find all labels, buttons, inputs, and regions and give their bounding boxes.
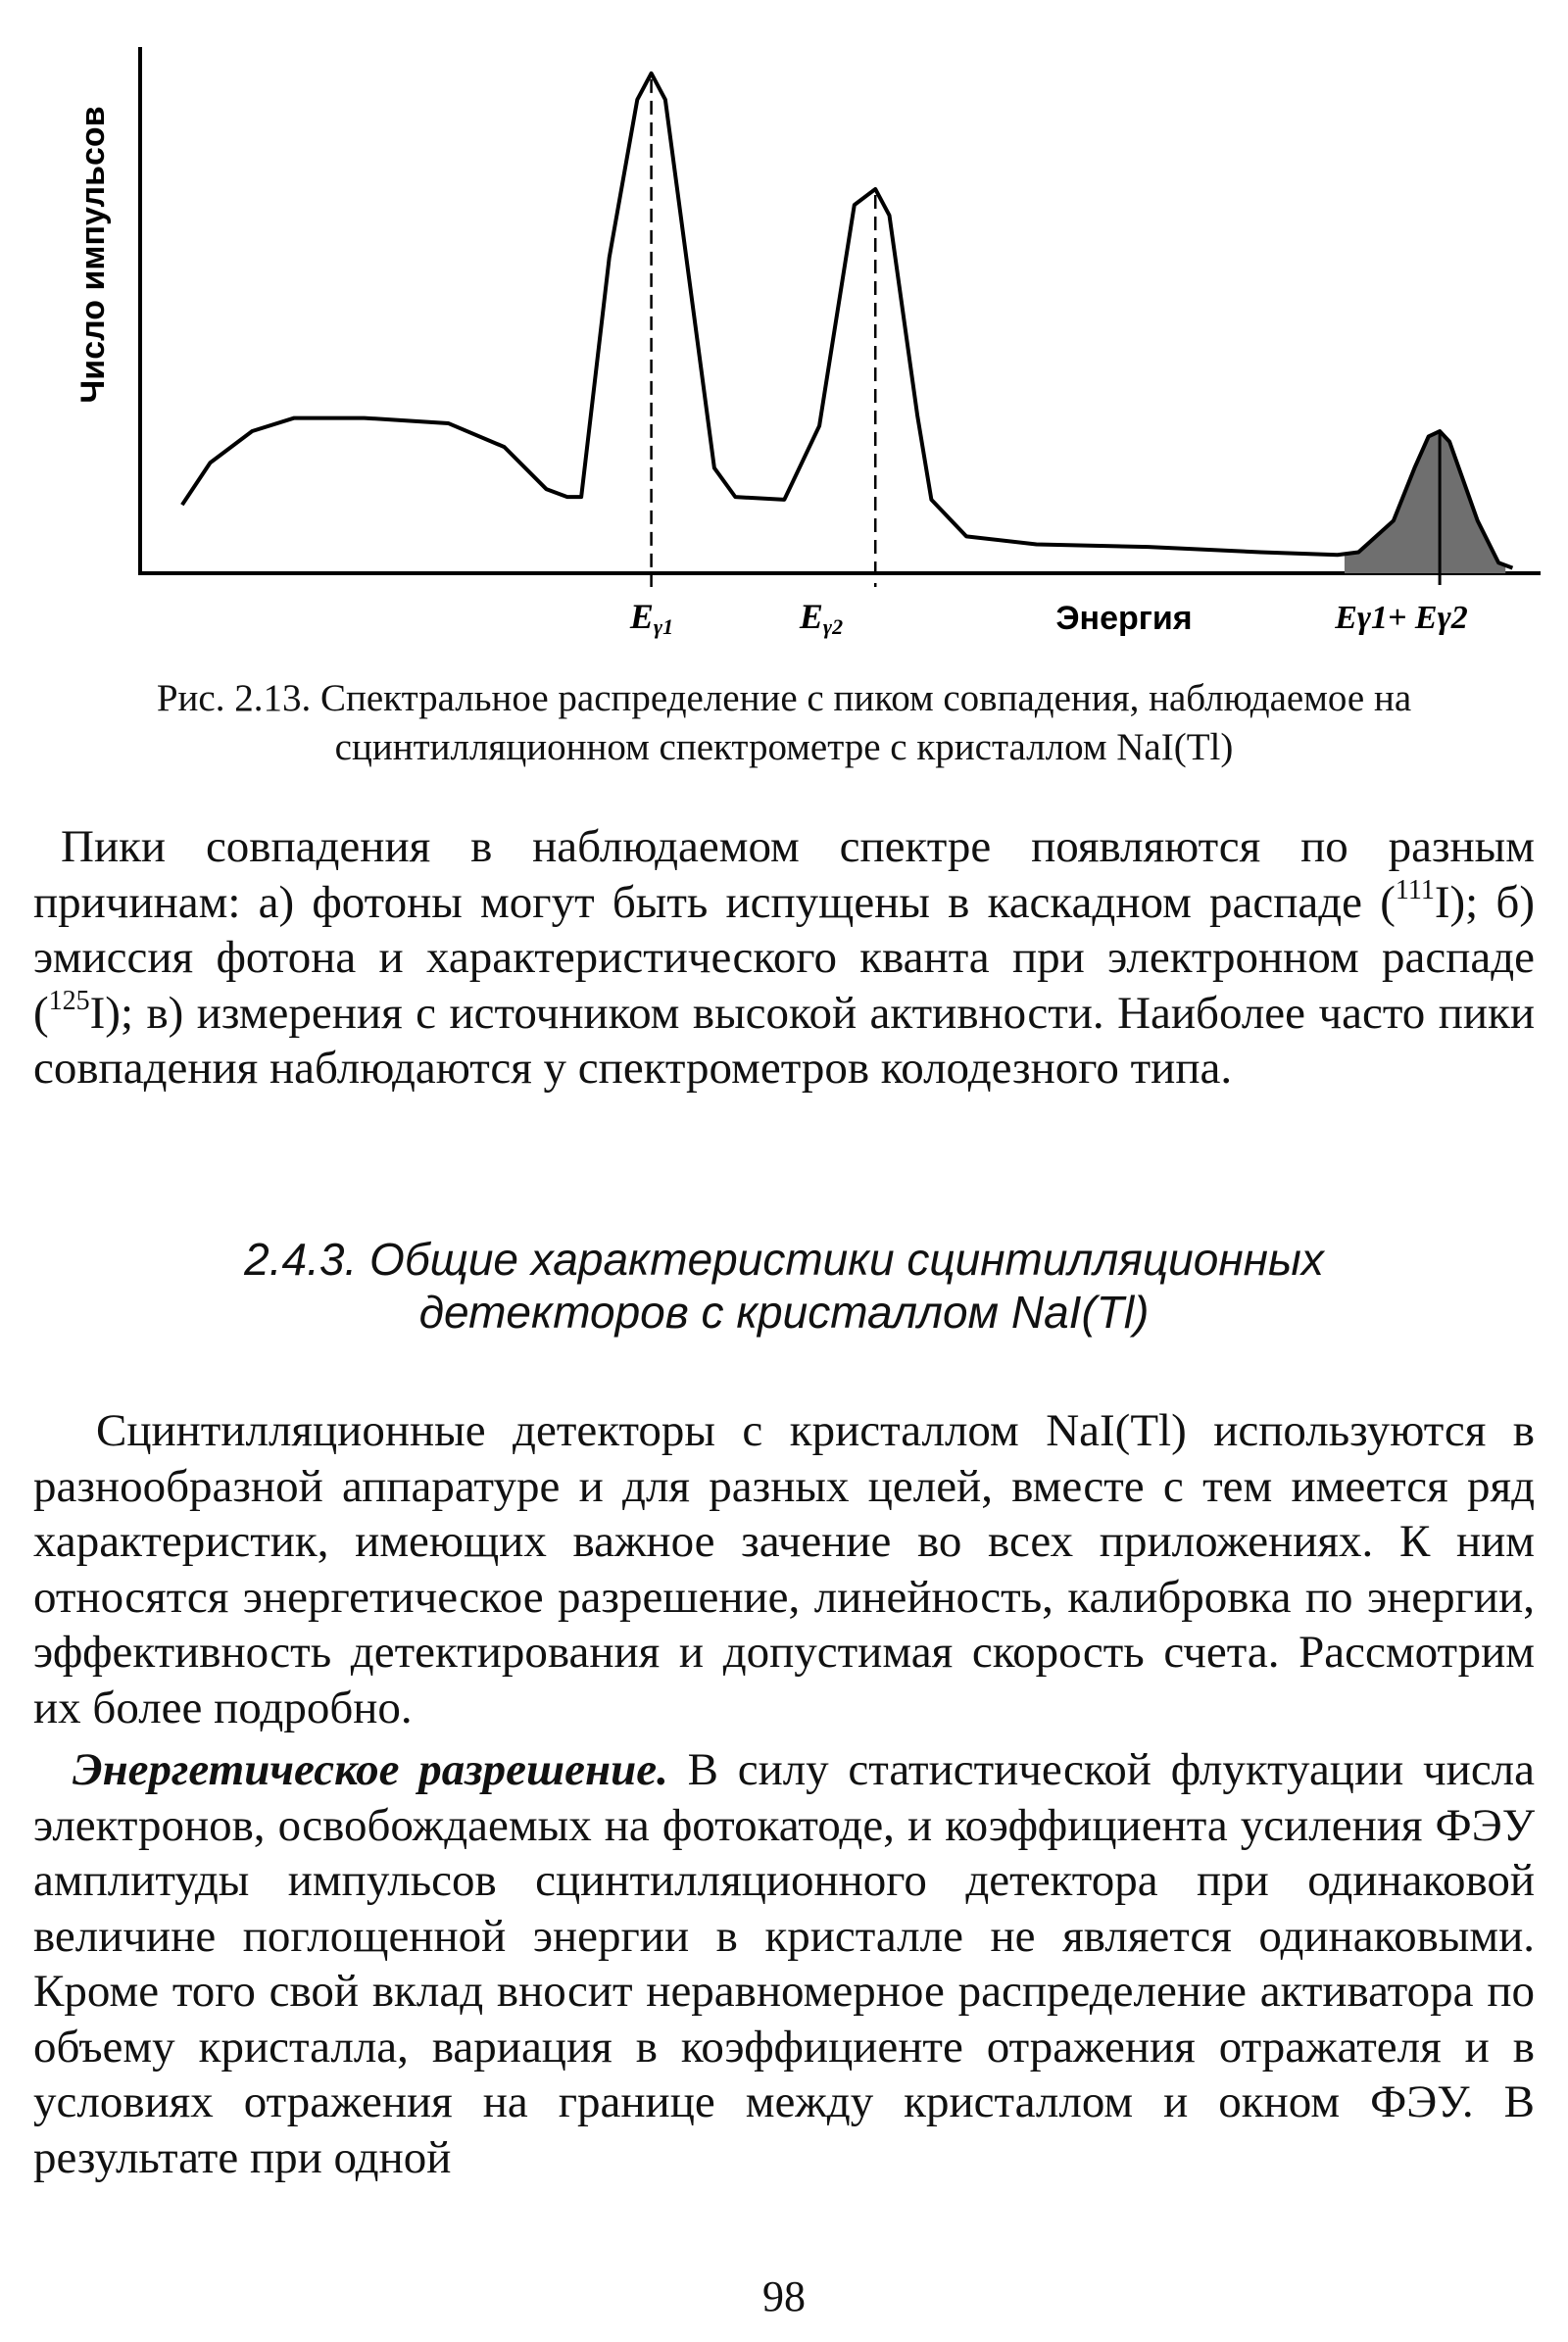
y-axis-label: Число импульсов <box>74 106 112 404</box>
peak-label-1: Eγ1 <box>629 597 674 639</box>
section-heading-line-2: детекторов с кристаллом NaI(Tl) <box>418 1287 1150 1338</box>
peak-label-2: Eγ2 <box>799 597 844 639</box>
spectrum-curve <box>182 73 1513 568</box>
term-energy-resolution: Энергетическое разрешение. <box>73 1744 668 1795</box>
paragraph-coincidence-peaks: Пики совпадения в наблюдаемом спектре появляются по разным причинам: а) фотоны могут быть испущены в каскадном распаде ($^{111}$I); б) эмиссия фотона и характеристического кванта при электронном распаде ($^{125}$I); в) измерения с источником высокой активности. Наиболее часто пики совпадения наблюдаются у спектрометров колодезного типа. <box>33 821 1535 1094</box>
paragraph-general-characteristics: Сцинтилляционные детекторы с кристаллом NaI(Tl) используются в разнообразной аппаратуре и для разных целей, вместе с тем имеется ряд характеристик, имеющих важное зачение во всех приложениях. К ним относятся энергетическое разрешение, линейность, калибровка по энергии, эффективность детектирования и допустимая скорость счета. Рассмотрим их более подробно. <box>33 1405 1535 1733</box>
caption-line-2: сцинтилляционном спектрометре с кристаллом NaI(Tl) <box>334 726 1234 768</box>
sum-peak-area <box>1345 431 1505 573</box>
figure-caption <box>59 674 1509 772</box>
paragraph-energy-resolution: Энергетическое разрешение. В силу статистической флуктуации числа электронов, освобождаемых на фотокатоде, и коэффициента усиления ФЭУ амплитуды импульсов сцинтилляционного детектора при одинаковой величине поглощенной энергии в кристалле не является одинаковыми. Кроме того свой вклад вносит неравномерное распределение активатора по объему кристалла, вариация в коэффициенте отражения отражателя и в условиях отражения на границе между кристаллом и окном ФЭУ. В результате при одной <box>33 1744 1535 2183</box>
x-axis-label: Энергия <box>1055 600 1193 637</box>
sum-peak-label: Eγ1+ Eγ2 <box>1335 600 1468 636</box>
section-heading <box>0 1233 1568 1339</box>
spectrum-figure <box>0 0 1568 666</box>
page-number: 98 <box>762 2272 806 2320</box>
section-heading-line-1: 2.4.3. Общие характеристики сцинтилляционных <box>244 1234 1324 1285</box>
chart-marks <box>182 73 1513 587</box>
caption-line-1: Рис. 2.13. Спектральное распределение с пиком совпадения, наблюдаемое на <box>156 677 1412 719</box>
